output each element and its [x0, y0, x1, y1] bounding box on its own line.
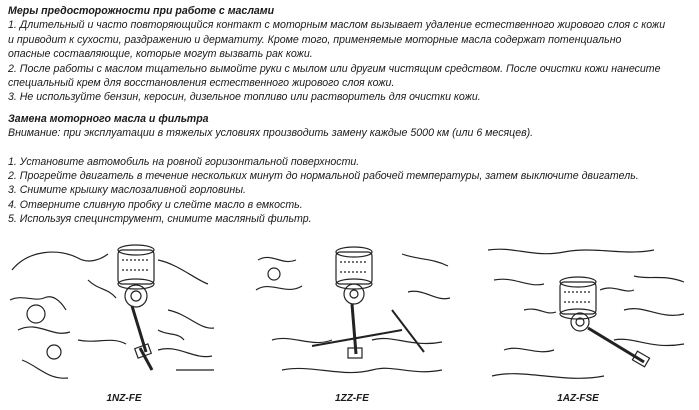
precautions-line: опасные составляющие, которые могут вызвать рак кожи.	[8, 48, 313, 61]
precautions-line: 1. Длительный и часто повторяющийся контакт с моторным маслом вызывает удаление естественного жирового слоя с кожи	[8, 19, 666, 32]
precautions-heading: Меры предосторожности при работе с маслами	[8, 5, 275, 17]
replacement-step: 1. Установите автомобиль на ровной горизонтальной поверхности.	[8, 155, 360, 168]
figure-caption-1zz: 1ZZ-FE	[335, 393, 369, 404]
precautions-line: и приводит к сухости, раздражению и дерматиту. Кроме того, применяемые моторные масла содержат потенциально	[8, 33, 622, 46]
figure-1nz-fe	[8, 240, 218, 388]
replacement-step: 3. Снимите крышку маслозаливной горловины.	[8, 184, 246, 197]
replacement-heading: Замена моторного масла и фильтра	[8, 112, 209, 125]
replacement-note: Внимание: при эксплуатации в тяжелых условиях производить замену каждые 5000 км (или 6 месяцев).	[8, 127, 534, 140]
oil-filter-illustration-1zz	[252, 240, 452, 388]
precautions-line: 3. Не используйте бензин, керосин, дизельное топливо или растворитель для очистки кожи.	[8, 91, 481, 104]
replacement-step: 5. Используя специнструмент, снимите масляный фильтр.	[8, 213, 312, 226]
precautions-line: специальный крем для восстановления естественного жирового слоя кожи.	[8, 77, 395, 90]
figure-1zz-fe	[252, 240, 452, 388]
text-block	[8, 4, 693, 227]
oil-filter-illustration-1az	[484, 240, 690, 390]
precautions-line: 2. После работы с маслом тщательно вымойте руки с мылом или другим чистящим средством. После очистки кожи нанесите	[8, 62, 661, 75]
figure-caption-1nz: 1NZ-FE	[106, 393, 142, 404]
replacement-step: 4. Отверните сливную пробку и слейте масло в емкость.	[8, 198, 303, 211]
oil-filter-illustration-1nz	[8, 240, 218, 388]
figure-1az-fse	[484, 240, 690, 390]
replacement-step: 2. Прогрейте двигатель в течение нескольких минут до нормальной рабочей температуры, затем выключите двигатель.	[8, 170, 639, 183]
figure-caption-1az: 1AZ-FSE	[557, 393, 599, 404]
